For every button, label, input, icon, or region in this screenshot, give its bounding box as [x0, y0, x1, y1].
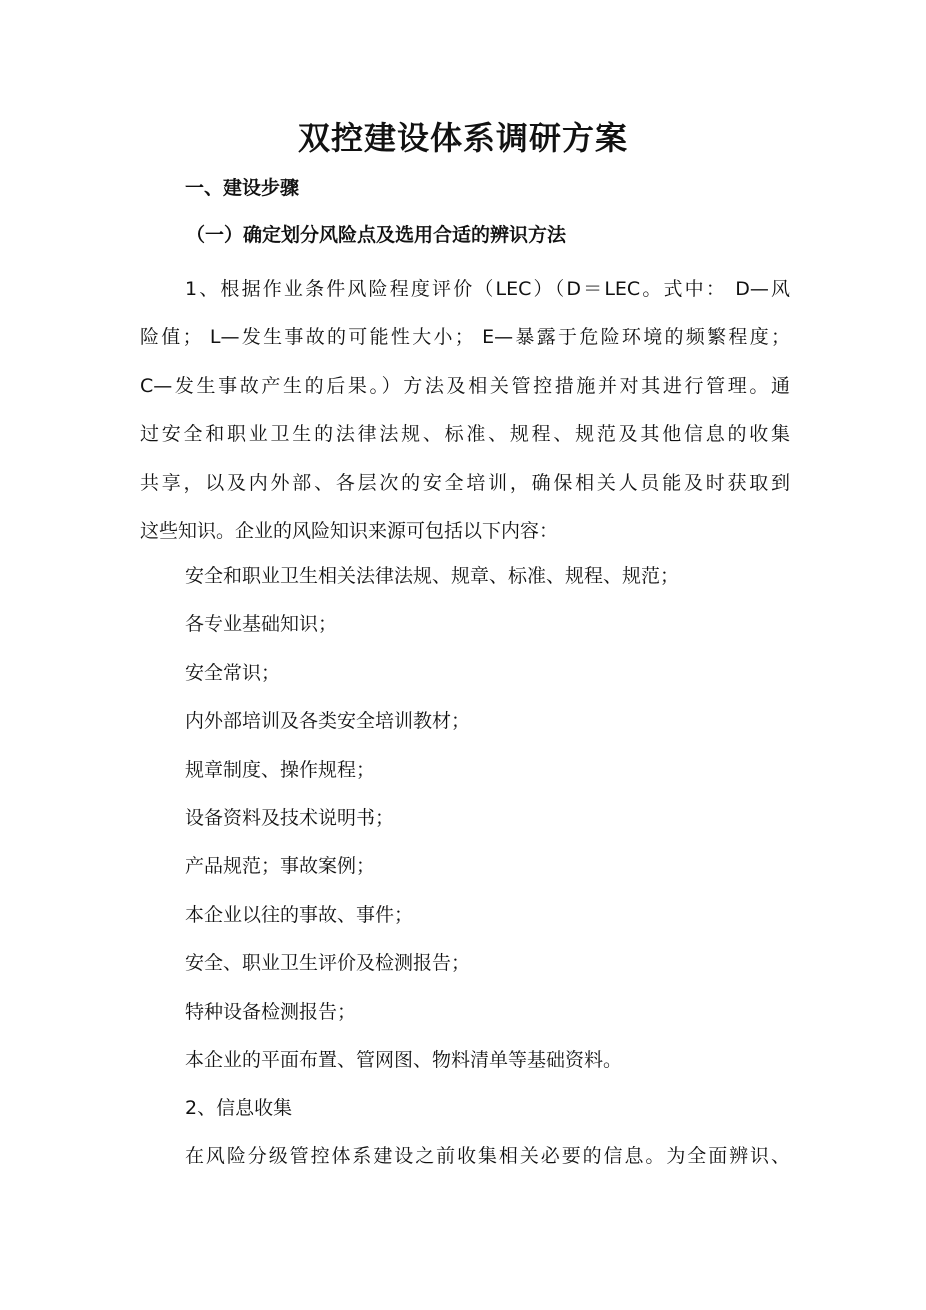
list-item: 规章制度、操作规程； [185, 758, 376, 781]
paragraph-line: 共享，以及内外部、各层次的安全培训，确保相关人员能及时获取到 [140, 471, 790, 494]
step2-heading: 2、信息收集 [185, 1097, 293, 1119]
list-item: 安全、职业卫生评价及检测报告； [185, 952, 471, 975]
list-item: 安全常识； [185, 661, 281, 684]
list-item: 产品规范；事故案例； [185, 855, 376, 878]
knowledge-source-list [185, 552, 679, 1084]
paragraph-lec-method [140, 265, 790, 555]
subsection-heading: （一）确定划分风险点及选用合适的辨识方法 [186, 224, 567, 246]
list-item: 特种设备检测报告； [185, 1000, 357, 1023]
list-item: 各专业基础知识； [185, 613, 338, 636]
section-heading: 一、建设步骤 [185, 177, 300, 199]
paragraph-line: C—发生事故产生的后果。）方法及相关管控措施并对其进行管理。通 [140, 374, 790, 397]
list-item: 安全和职业卫生相关法律法规、规章、标准、规程、规范； [185, 565, 680, 587]
list-item: 内外部培训及各类安全培训教材； [185, 710, 471, 733]
document-title: 双控建设体系调研方案 [297, 119, 628, 157]
paragraph-line: 这些知识。企业的风险知识来源可包括以下内容： [140, 519, 559, 542]
paragraph-line: 过安全和职业卫生的法律法规、标准、规程、规范及其他信息的收集 [140, 423, 790, 446]
list-item: 本企业的平面布置、管网图、物料清单等基础资料。 [185, 1048, 623, 1071]
list-item: 本企业以往的事故、事件； [185, 903, 414, 926]
paragraph-info-collection: 在风险分级管控体系建设之前收集相关必要的信息。为全面辨识、 [185, 1145, 790, 1167]
paragraph-line: 险值； L—发生事故的可能性大小； E—暴露于危险环境的频繁程度； [140, 326, 790, 349]
list-item: 设备资料及技术说明书； [185, 806, 395, 829]
paragraph-line: 1、根据作业条件风险程度评价（LEC）（D＝LEC。式中： D—风 [185, 278, 790, 300]
